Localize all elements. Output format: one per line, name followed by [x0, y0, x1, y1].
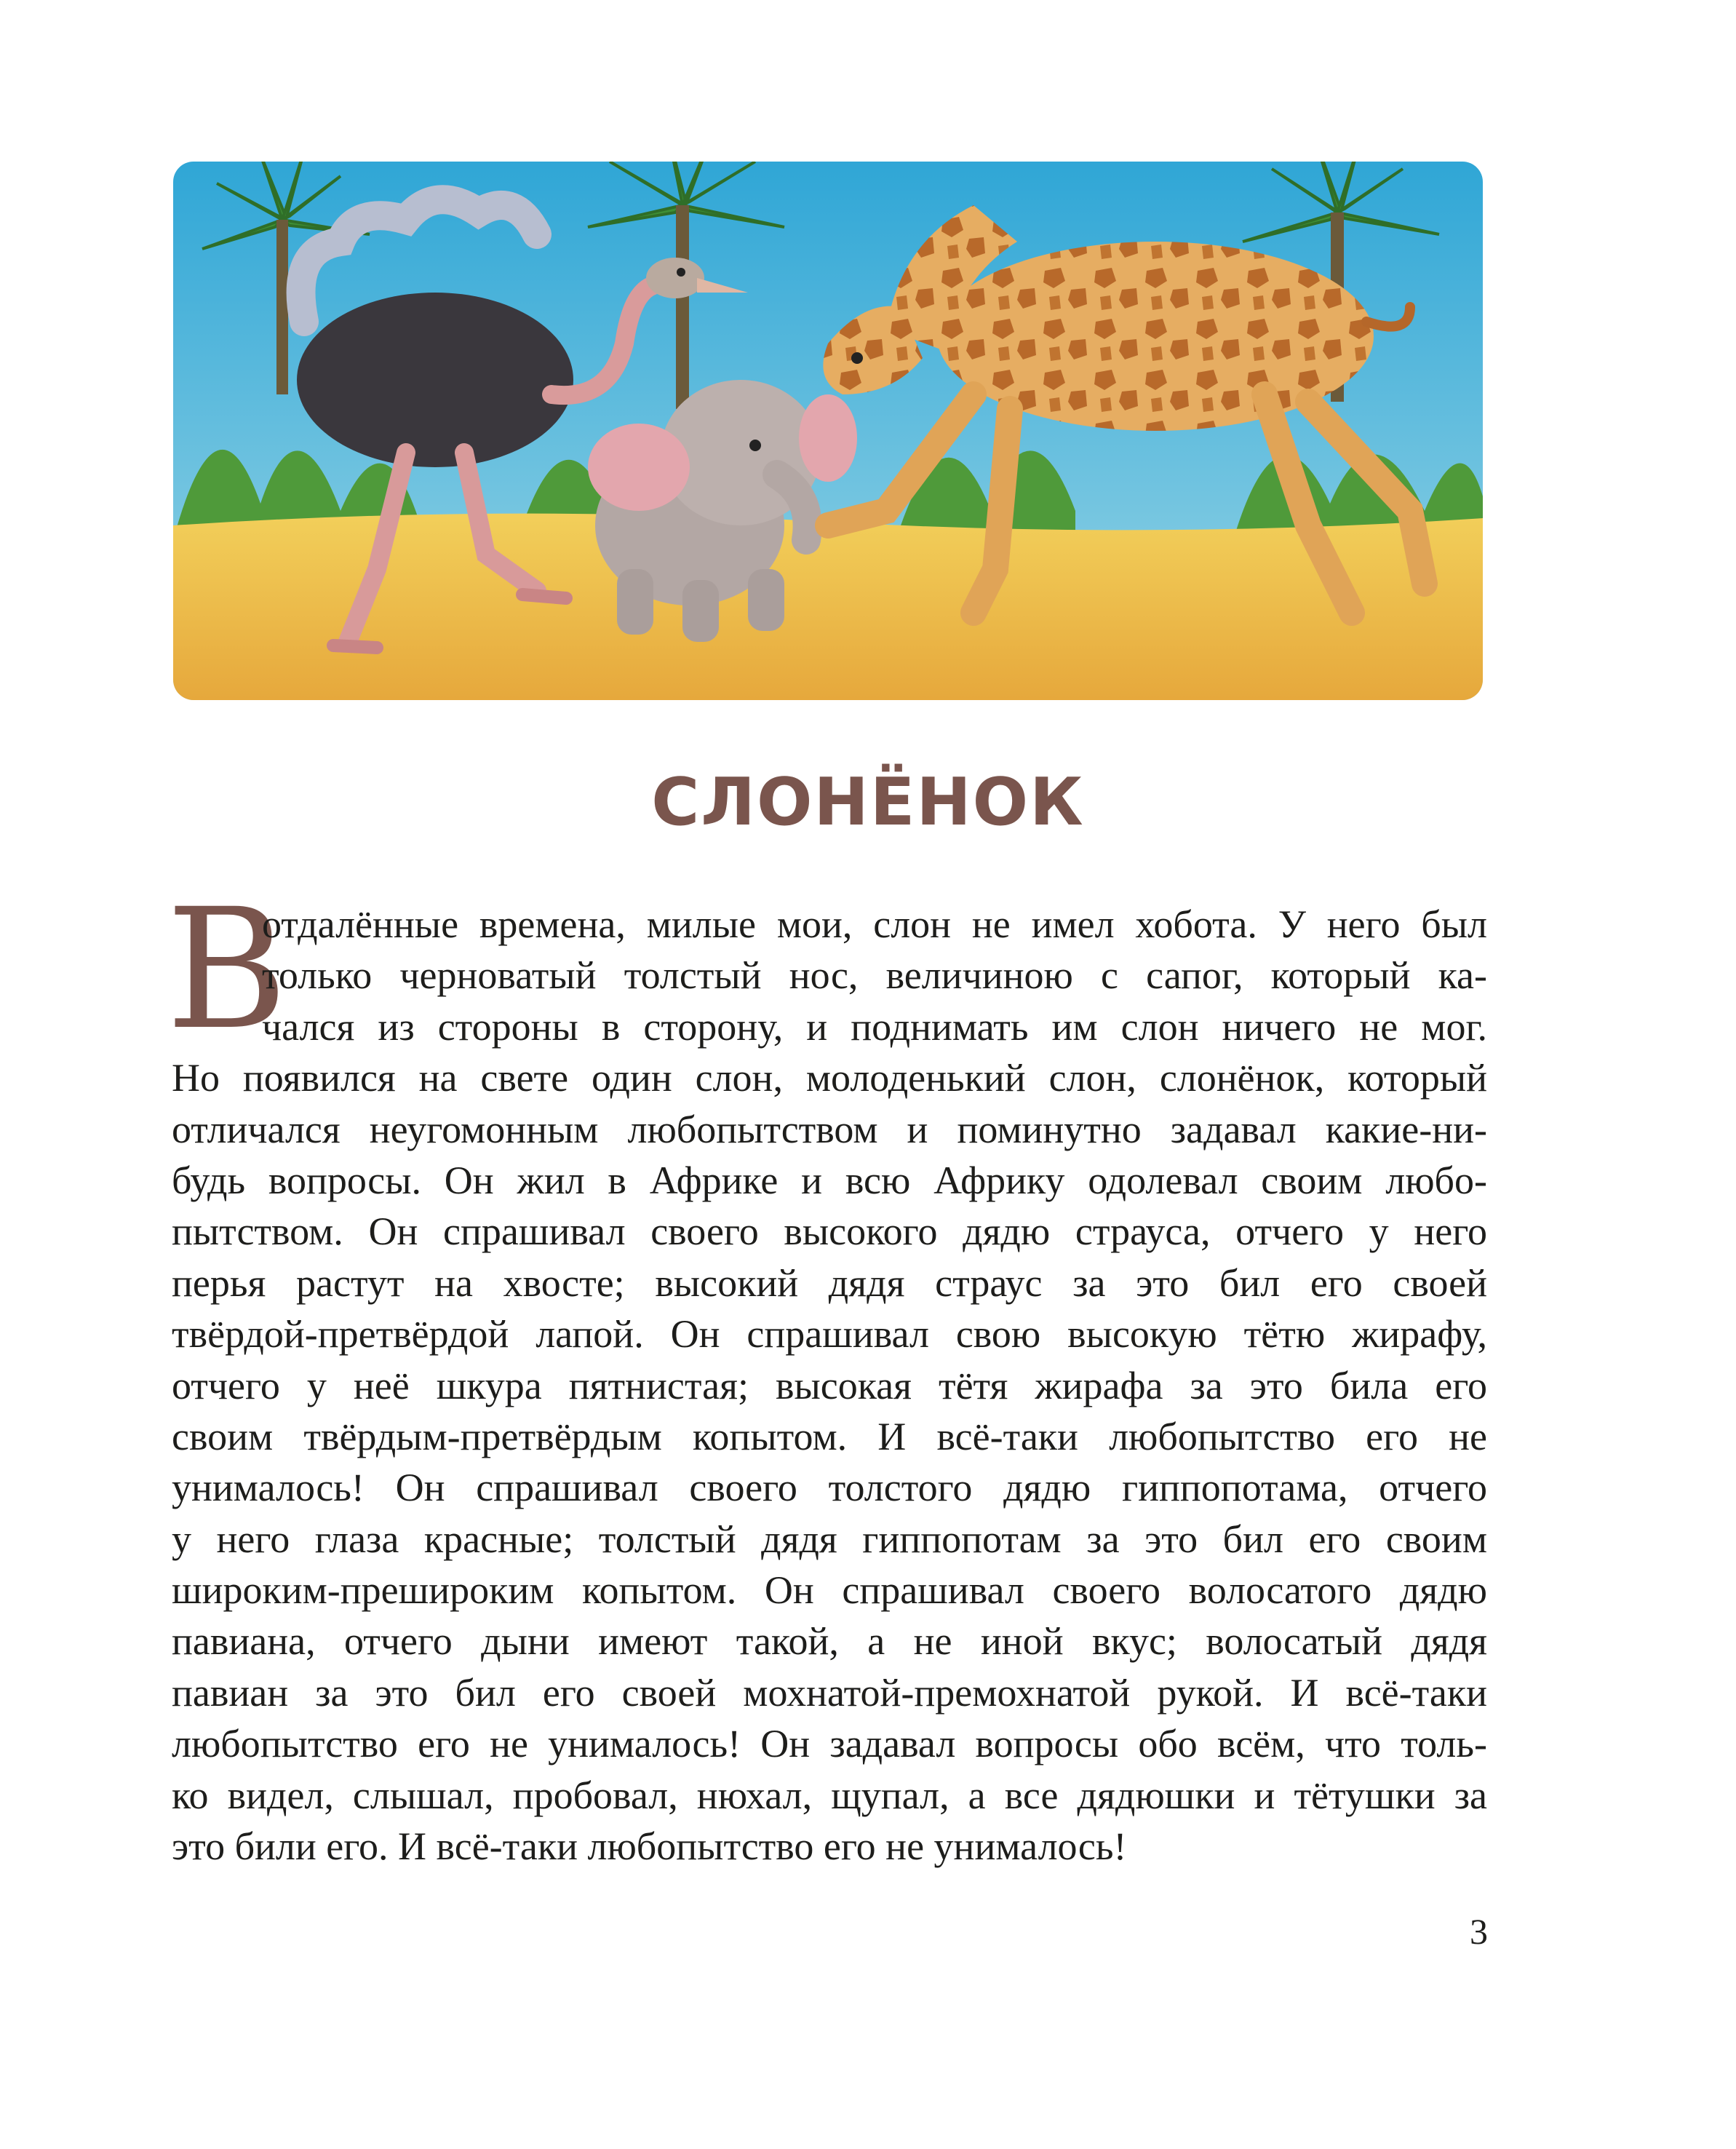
text-line: перья растут на хвосте; высокий дядя страус за это бил его своей: [172, 1260, 1487, 1305]
text-line: отчего у неё шкура пятнистая; высокая тётя жирафа за это била его: [172, 1363, 1487, 1407]
text-line: только черноватый толстый нос, величиною с сапог, который ка-: [262, 953, 1487, 998]
text-line: любопытство его не унималось! Он задавал вопросы обо всём, что толь-: [172, 1722, 1487, 1766]
text-line: широким-прешироким копытом. Он спрашивал своего волосатого дядю: [172, 1568, 1487, 1613]
text-line: будь вопросы. Он жил в Африке и всю Африку одолевал своим любо-: [172, 1158, 1487, 1202]
text-line: своим твёрдым-претвёрдым копытом. И всё-таки любопытство его не: [172, 1414, 1487, 1458]
text-line: твёрдой-претвёрдой лапой. Он спрашивал свою высокую тётю жирафу,: [172, 1312, 1487, 1356]
drop-cap: В: [166, 873, 288, 1066]
text-line: унималось! Он спрашивал своего толстого дядю гиппопотама, отчего: [172, 1466, 1487, 1510]
savanna-scene: [173, 162, 1483, 700]
text-line: чался из стороны в сторону, и поднимать им слон ничего не мог.: [262, 1004, 1487, 1049]
text-line: павиан за это бил его своей мохнатой-премохнатой рукой. И всё-таки: [172, 1670, 1487, 1715]
text-line: пытством. Он спрашивал своего высокого дядю страуса, отчего у него: [172, 1209, 1487, 1254]
text-line: это били его. И всё-таки любопытство его не унималось!: [172, 1824, 1127, 1869]
text-line: павиана, отчего дыни имеют такой, а не иной вкус; волосатый дядя: [172, 1619, 1487, 1664]
text-line: у него глаза красные; толстый дядя гиппопотам за это бил его своим: [172, 1517, 1487, 1561]
text-line: ко видел, слышал, пробовал, нюхал, щупал, а все дядюшки и тётушки за: [172, 1773, 1487, 1817]
text-line: отличался неугомонным любопытством и поминутно задавал какие-ни-: [172, 1107, 1487, 1151]
illustration: [173, 162, 1483, 700]
story-text: [172, 899, 1487, 1872]
text-line: отдалённые времена, милые мои, слон не имел хобота. У него был: [262, 902, 1487, 946]
page-title: СЛОНЁНОК: [651, 764, 1085, 841]
page-number: 3: [1470, 1911, 1488, 1952]
text-line: Но появился на свете один слон, молоденький слон, слонёнок, который: [172, 1056, 1487, 1100]
